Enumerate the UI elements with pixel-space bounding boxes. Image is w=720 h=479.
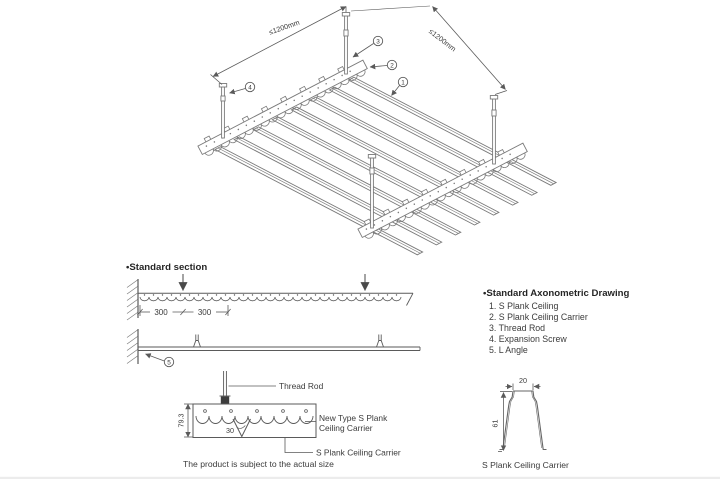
legend-title: •Standard Axonometric Drawing — [483, 288, 630, 299]
hanger-arrows — [183, 274, 365, 291]
profile-caption: S Plank Ceiling Carrier — [482, 460, 569, 470]
section-dimension-300 — [137, 305, 230, 316]
carrier-profile — [482, 376, 569, 470]
svg-text:2: 2 — [390, 62, 394, 70]
dim-79-label: 79.3 — [176, 413, 186, 428]
carrier-teeth-strip — [140, 294, 401, 301]
standard-section — [126, 262, 420, 367]
carrier-label: S Plank Ceiling Carrier — [316, 447, 401, 458]
wall-hatch-lower — [127, 329, 138, 364]
wall-hatch-upper — [127, 279, 138, 320]
new-type-label-2: Ceiling Carrier — [319, 423, 373, 433]
svg-text:1: 1 — [401, 79, 405, 87]
v-notch — [233, 419, 251, 437]
profile-width-label: 20 — [519, 376, 527, 385]
carrier-profile-waves — [196, 410, 313, 424]
callout-4-expansion-screw — [230, 82, 255, 93]
callout-2-carrier — [370, 60, 397, 69]
dimension-right — [351, 6, 507, 95]
profile-height-label: 61 — [490, 419, 500, 428]
svg-text:3: 3 — [376, 38, 380, 46]
section-title: •Standard section — [126, 262, 208, 273]
angle-30-label: 30 — [226, 426, 234, 435]
callout-5-l-angle — [146, 354, 174, 367]
detail-box — [193, 404, 316, 438]
profile-outline — [500, 391, 547, 450]
carrier-label-leader — [285, 437, 313, 453]
hanger-rod-center-tall — [342, 13, 349, 75]
callout-3-thread-rod — [353, 36, 383, 57]
legend-item-5: 5. L Angle — [489, 345, 528, 355]
legend-item-1: 1. S Plank Ceiling — [489, 301, 559, 311]
axonometric-drawing — [196, 6, 556, 255]
dimension-right-label: ≤1200mm — [427, 26, 458, 54]
legend-item-4: 4. Expansion Screw — [489, 334, 567, 344]
legend — [483, 288, 630, 355]
svg-text:4: 4 — [248, 84, 252, 92]
legend-item-2: 2. S Plank Ceiling Carrier — [489, 312, 588, 322]
dimension-left-label: ≤1200mm — [267, 17, 301, 37]
thread-rod — [220, 371, 231, 404]
svg-text:5: 5 — [167, 359, 171, 367]
dim-300-b: 300 — [197, 308, 212, 317]
plank-clips — [194, 335, 384, 348]
dimension-left — [211, 7, 347, 85]
product-note: The product is subject to the actual size — [183, 459, 334, 469]
section-plank — [138, 347, 420, 351]
legend-item-3: 3. Thread Rod — [489, 323, 546, 333]
carrier-detail — [177, 371, 401, 469]
thread-rod-label: Thread Rod — [279, 381, 324, 391]
dim-300-a: 300 — [154, 308, 168, 317]
ceiling-planks — [215, 77, 556, 255]
callout-1-plank — [392, 77, 408, 95]
new-type-label-1: New Type S Plank — [319, 413, 388, 423]
